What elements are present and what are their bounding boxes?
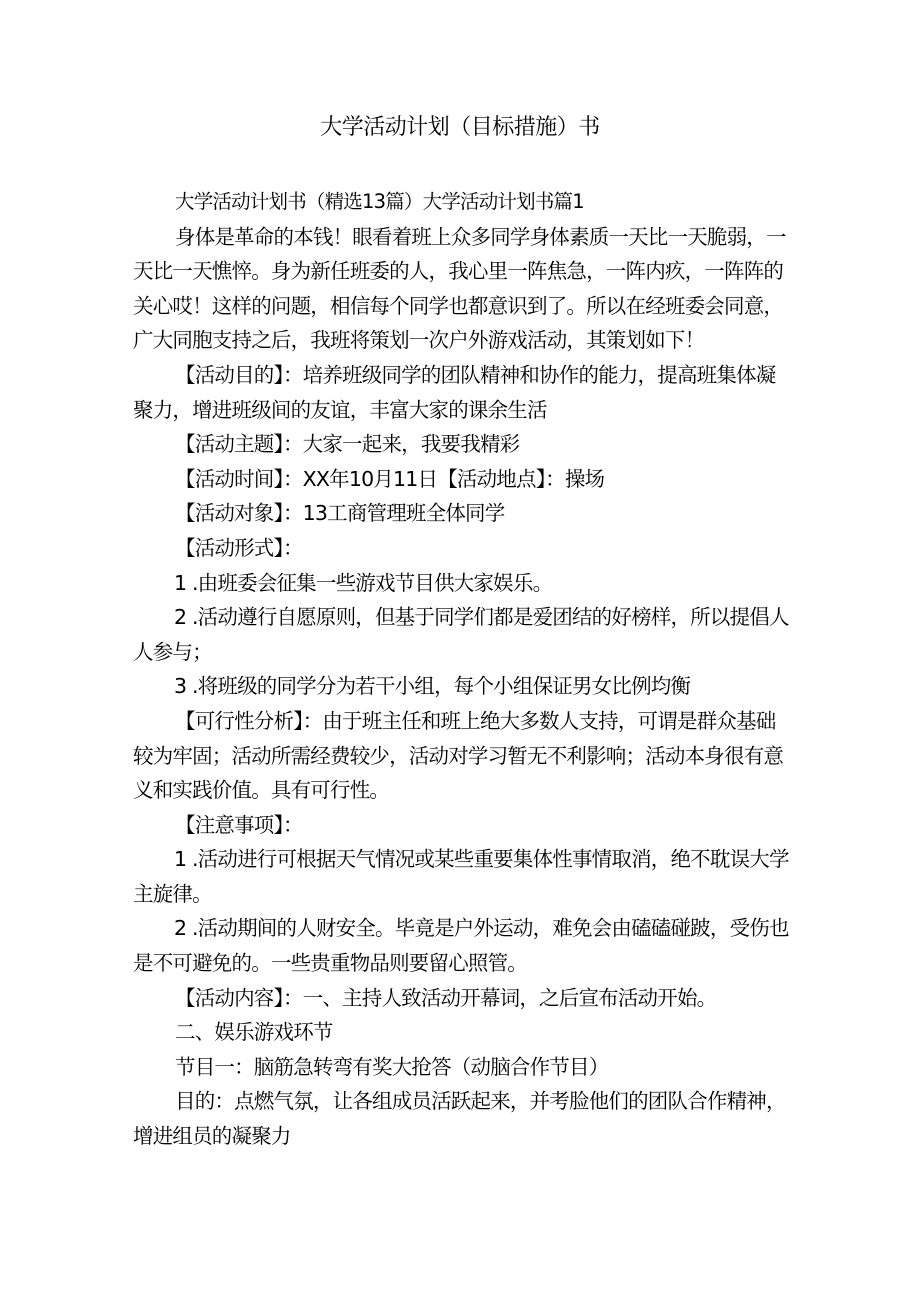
paragraph-purpose: 【活动目的】：培养班级同学的团队精神和协作的能力，提高班集体凝聚力，增进班级间的友谊，丰富大家的课余生活 xyxy=(133,362,776,422)
paragraph-feasibility: 【可行性分析】：由于班主任和班上绝大多数人支持，可谓是群众基础较为牢固；活动所需经费较少，活动对学习暂无不利影响；活动本身很有意义和实践价值。具有可行性。 xyxy=(133,708,784,803)
paragraph-intro: 身体是革命的本钱！眼看着班上众多同学身体素质一天比一天脆弱，一天比一天憔悴。身为新任班委的人，我心里一阵焦急，一阵内疚，一阵阵的关心哎！这样的问题，相信每个同学也都意识到了。所以在经班委会同意，广大同胞支持之后，我班将策划一次户外游戏活动，其策划如下！ xyxy=(133,224,786,353)
paragraph-time-place: 【活动时间】：XX年10月11日【活动地点】：操场 xyxy=(175,466,605,491)
paragraph-notes-heading: 【注意事项】： xyxy=(175,812,303,837)
paragraph-section-2: 二、娱乐游戏环节 xyxy=(175,1020,333,1045)
paragraph-program-1: 节目一：脑筋急转弯有奖大抢答（动脑合作节目） xyxy=(175,1054,609,1079)
list-item-form-3: 3 .将班级的同学分为若干小组，每个小组保证男女比例均衡 xyxy=(174,674,691,699)
paragraph-program-1-goal: 目的：点燃气氛，让各组成员活跃起来，并考脸他们的团队合作精神，增进组员的凝聚力 xyxy=(133,1089,786,1149)
paragraph-subtitle: 大学活动计划书（精选13篇）大学活动计划书篇1 xyxy=(175,190,584,213)
paragraph-participants: 【活动对象】：13工商管理班全体同学 xyxy=(175,501,505,526)
list-item-form-1: 1 .由班委会征集一些游戏节目供大家娱乐。 xyxy=(174,570,553,595)
paragraph-content: 【活动内容】：一、主持人致活动开幕词，之后宣布活动开始。 xyxy=(175,985,717,1010)
list-item-notes-1: 1 .活动进行可根据天气情况或某些重要集体性事情取消，绝不耽误大学主旋律。 xyxy=(133,847,789,906)
list-item-form-2: 2 .活动遵行自愿原则，但基于同学们都是爱团结的好榜样，所以提倡人人参与； xyxy=(133,605,789,664)
document-title: 大学活动计划（目标措施）书 xyxy=(320,115,600,140)
paragraph-form-heading: 【活动形式】： xyxy=(175,535,303,560)
paragraph-theme: 【活动主题】：大家一起来，我要我精彩 xyxy=(175,432,520,457)
document-body xyxy=(133,185,793,1154)
list-item-notes-2: 2 .活动期间的人财安全。毕竟是户外运动，难免会由磕磕碰跛，受伤也是不可避免的。一些贵重物品则要留心照管。 xyxy=(133,916,789,976)
